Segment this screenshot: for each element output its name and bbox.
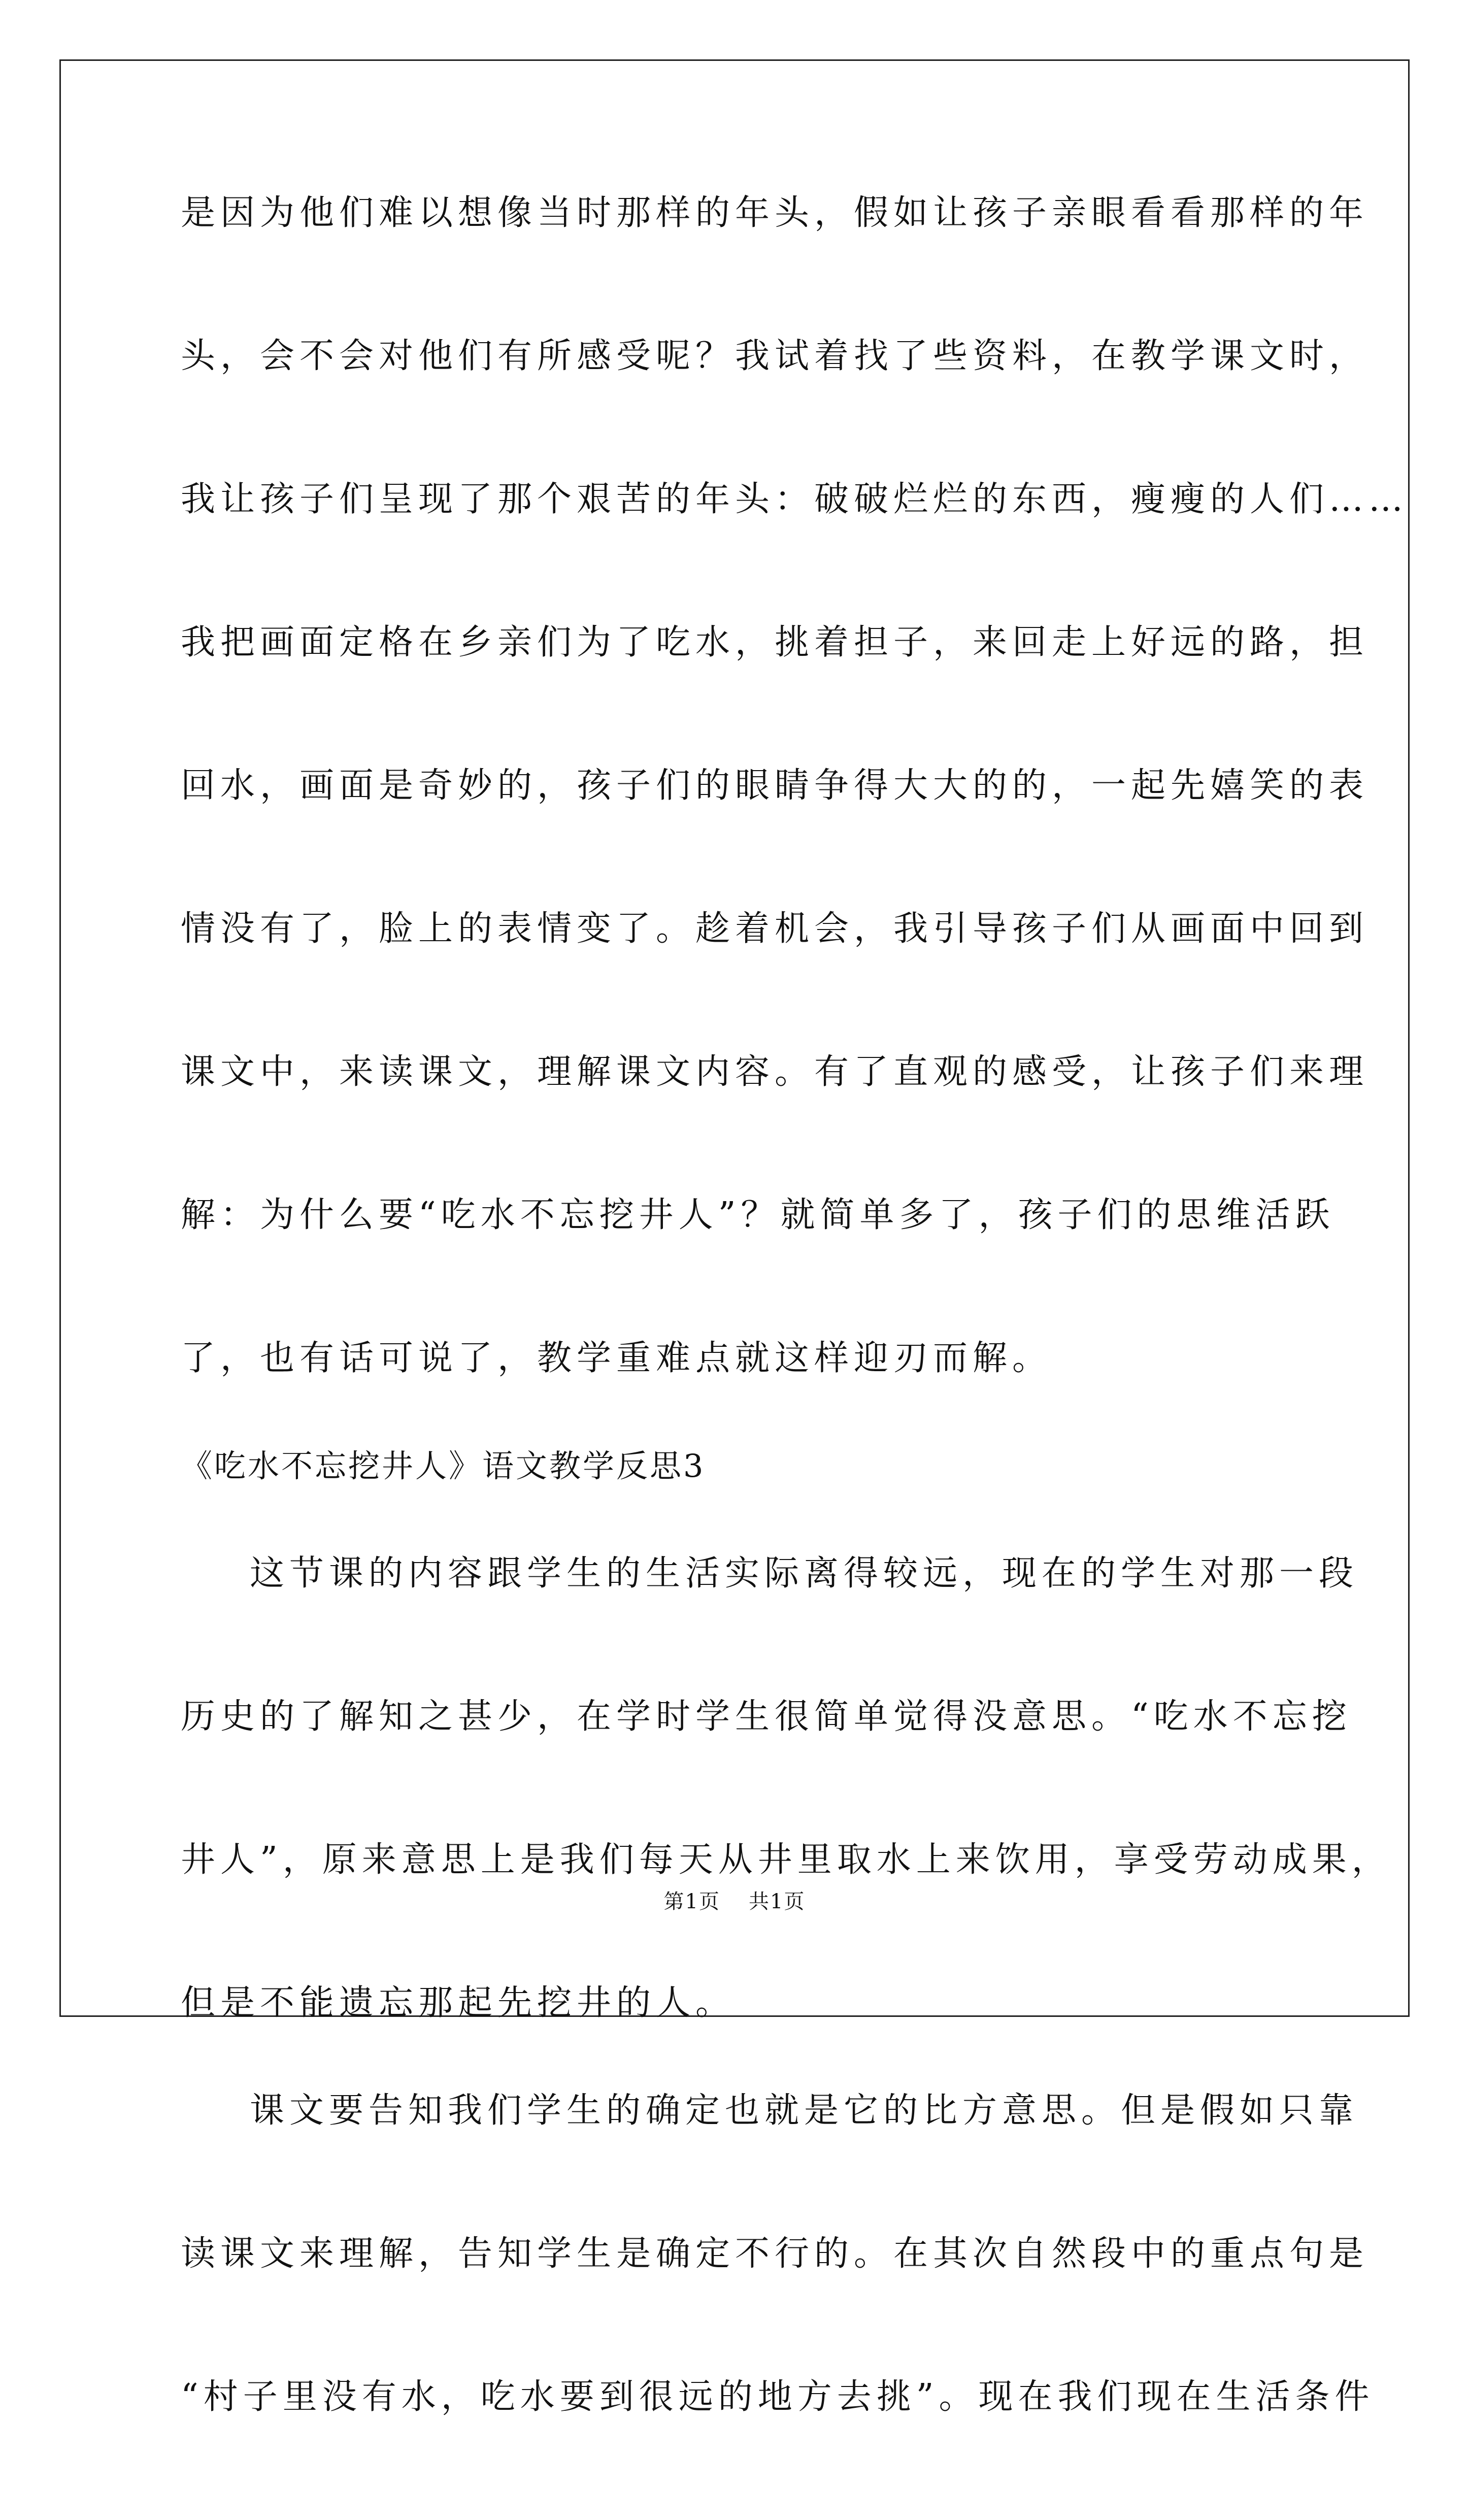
- paragraph-line: “村子里没有水，吃水要到很远的地方去挑”。现在我们现在生活条件: [181, 2377, 1375, 2417]
- page-footer: [0, 1887, 1469, 1916]
- paragraph-line: 我把画面定格在乡亲们为了吃水，挑着担子，来回走上好远的路，担: [181, 622, 1369, 662]
- paragraph-line: 是因为他们难以想像当时那样的年头，假如让孩子亲眼看看那样的年: [181, 193, 1369, 233]
- paragraph-3: [181, 2091, 1375, 2417]
- paragraph-line: 情没有了，脸上的表情变了。趁着机会，我引导孩子们从画面中回到: [181, 909, 1369, 949]
- page-total: 共1页: [749, 1890, 806, 1913]
- document-body: [181, 193, 1409, 2520]
- paragraph-line: 课文中，来读课文，理解课文内容。有了直观的感受，让孩子们来理: [181, 1052, 1369, 1092]
- paragraph-line: 这节课的内容跟学生的生活实际离得较远，现在的学生对那一段: [250, 1553, 1359, 1594]
- paragraph-line: 但是不能遗忘那起先挖井的人。: [181, 1983, 736, 2023]
- paragraph-line: 课文要告知我们学生的确定也就是它的比方意思。但是假如只靠: [250, 2091, 1359, 2131]
- paragraph-line: 历史的了解知之甚少，在学时学生很简单觉得没意思。“吃水不忘挖: [181, 1697, 1352, 1737]
- paragraph-line: 了，也有话可说了，教学重难点就这样迎刃而解。: [181, 1338, 1052, 1378]
- paragraph-line: 读课文来理解，告知学生是确定不行的。在其次自然段中的重点句是: [181, 2234, 1369, 2274]
- paragraph-1: [181, 193, 1409, 1379]
- section-heading: 《吃水不忘挖井人》语文教学反思3: [181, 1447, 706, 1484]
- page-number: 第1页: [663, 1890, 720, 1913]
- paragraph-line: 我让孩子们呈现了那个艰苦的年头：破破烂烂的东西，瘦瘦的人们……: [181, 479, 1409, 519]
- paragraph-line: 回水，画面是奇妙的，孩子们的眼睛争得大大的的，一起先嬉笑的表: [181, 766, 1369, 806]
- paragraph-line: 头，会不会对他们有所感受呢？我试着找了些资料，在教学课文时，: [181, 336, 1369, 376]
- paragraph-line: 井人”，原来意思上是我们每天从井里取水上来饮用，享受劳动成果，: [181, 1840, 1391, 1880]
- paragraph-line: 解：为什么要“吃水不忘挖井人”？就简单多了，孩子们的思维活跃: [181, 1195, 1335, 1235]
- paragraph-2: [181, 1553, 1391, 2024]
